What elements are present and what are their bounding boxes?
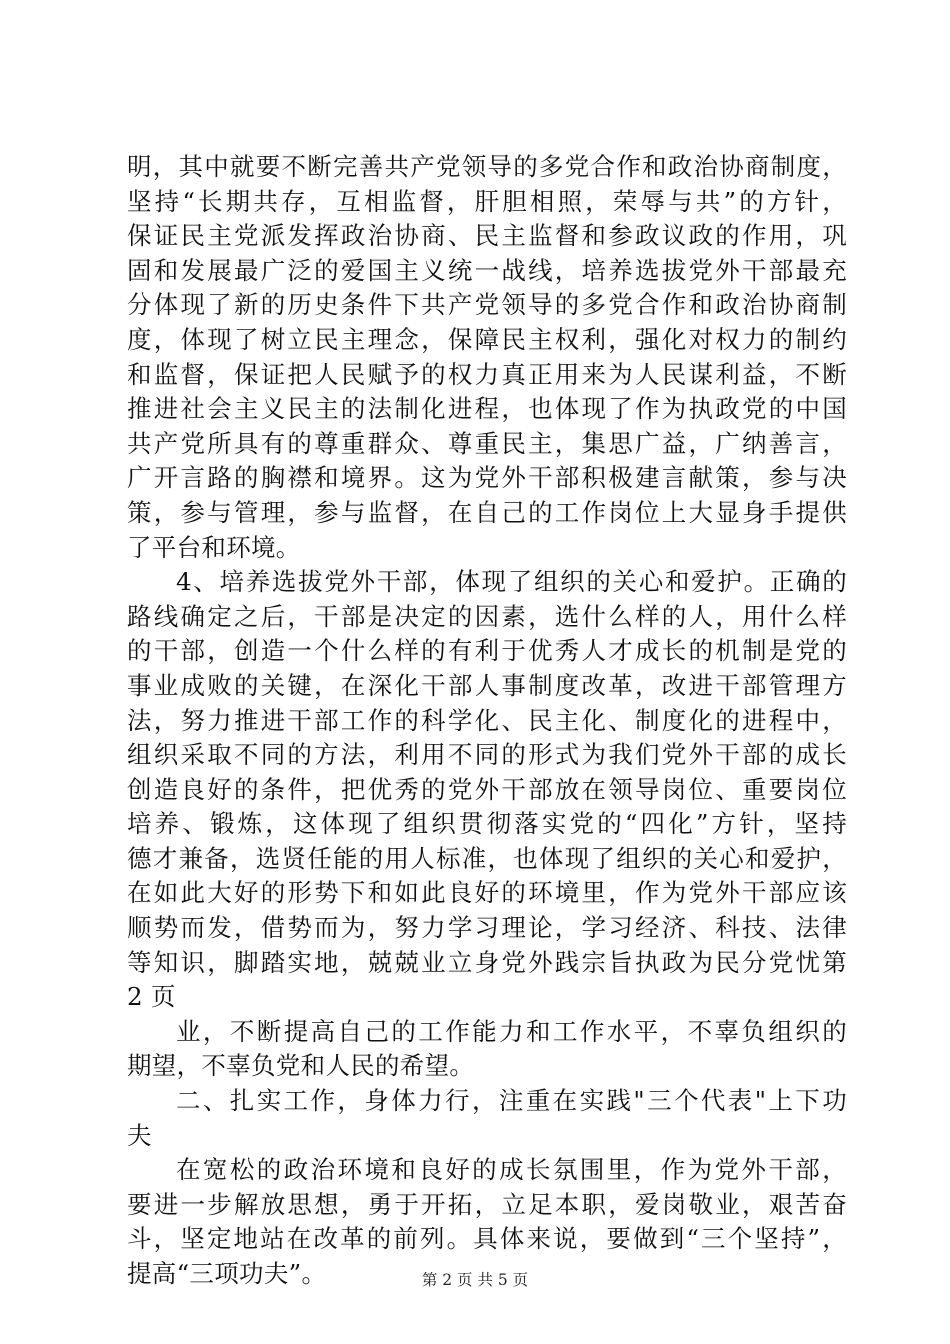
text-line: 创造良好的条件，把优秀的党外干部放在领导岗位、重要岗位 <box>127 774 847 804</box>
text-line: 期望，不辜负党和人民的希望。 <box>127 1051 475 1081</box>
text-line: 了平台和环境。 <box>127 532 301 562</box>
text-line: 路线确定之后，干部是决定的因素，选什么样的人，用什么样 <box>127 601 847 631</box>
text-line: 组织采取不同的方法，利用不同的形式为我们党外干部的成长 <box>127 740 847 770</box>
text-line: 培养、锻炼，这体现了组织贯彻落实党的“四化”方针，坚持 <box>127 809 847 839</box>
paragraph-start-line: 在宽松的政治环境和良好的成长氛围里，作为党外干部， <box>176 1155 847 1185</box>
text-line: 斗，坚定地站在改革的前列。具体来说，要做到“三个坚持”， <box>127 1224 847 1254</box>
document-body <box>127 150 847 1292</box>
text-line: 广开言路的胸襟和境界。这为党外干部积极建言献策，参与决 <box>127 463 847 493</box>
text-line: 度，体现了树立民主理念，保障民主权利，强化对权力的制约 <box>127 324 847 354</box>
text-line: 推进社会主义民主的法制化进程，也体现了作为执政党的中国 <box>127 394 847 424</box>
text-line: 顺势而发，借势而为，努力学习理论，学习经济、科技、法律 <box>127 913 847 943</box>
paragraph-start-line: 4、培养选拔党外干部，体现了组织的关心和爱护。正确的 <box>176 567 847 597</box>
text-line: 法，努力推进干部工作的科学化、民主化、制度化的进程中， <box>127 705 847 735</box>
text-line: 坚持“长期共存，互相监督，肝胆相照，荣辱与共”的方针， <box>127 186 847 216</box>
section-heading-continued: 夫 <box>127 1120 152 1150</box>
text-line: 共产党所具有的尊重群众、尊重民主，集思广益，广纳善言， <box>127 428 847 458</box>
text-line: 德才兼备，选贤任能的用人标准，也体现了组织的关心和爱护， <box>127 843 847 873</box>
text-line: 要进一步解放思想，勇于开拓，立足本职，爱岗敬业，艰苦奋 <box>127 1189 847 1219</box>
page-footer: 第 2 页 共 5 页 <box>421 1271 529 1289</box>
text-line: 事业成败的关键，在深化干部人事制度改革，改进干部管理方 <box>127 670 847 700</box>
text-line: 策，参与管理，参与监督，在自己的工作岗位上大显身手提供 <box>127 497 847 527</box>
text-line: 保证民主党派发挥政治协商、民主监督和参政议政的作用，巩 <box>127 221 847 251</box>
text-line: 等知识，脚踏实地，兢兢业立身党外践宗旨执政为民分党忧第 <box>127 947 847 977</box>
text-line: 分体现了新的历史条件下共产党领导的多党合作和政治协商制 <box>127 290 847 320</box>
text-line: 在如此大好的形势下和如此良好的环境里，作为党外干部应该 <box>127 878 847 908</box>
text-line: 固和发展最广泛的爱国主义统一战线，培养选拔党外干部最充 <box>127 255 847 285</box>
text-line: 和监督，保证把人民赋予的权力真正用来为人民谋利益，不断 <box>127 359 847 389</box>
text-line: 提高“三项功夫”。 <box>127 1259 327 1288</box>
inline-page-number: 2 页 <box>127 982 176 1012</box>
text-line: 明，其中就要不断完善共产党领导的多党合作和政治协商制度， <box>127 152 847 181</box>
section-heading: 二、扎实工作，身体力行，注重在实践"三个代表"上下功 <box>176 1086 847 1116</box>
paragraph-start-line: 业，不断提高自己的工作能力和工作水平，不辜负组织的 <box>176 1016 847 1046</box>
text-line: 的干部，创造一个什么样的有利于优秀人才成长的机制是党的 <box>127 636 847 666</box>
